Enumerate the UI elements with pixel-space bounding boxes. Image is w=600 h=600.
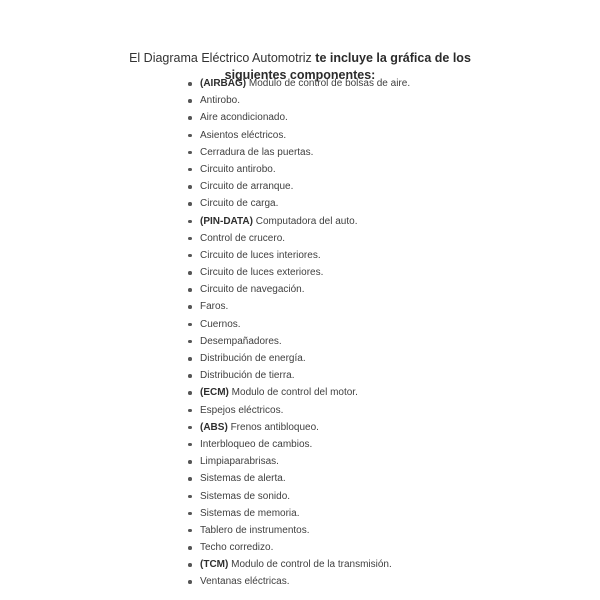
intro-bold-text: te incluye la gráfica de los siguientes componentes: — [224, 50, 471, 82]
component-name: Cerradura de las puertas. — [200, 146, 314, 158]
list-item — [172, 316, 410, 333]
component-name: Ventanas eléctricas. — [200, 576, 290, 588]
component-name: Sistemas de alerta. — [200, 473, 286, 485]
bullet-icon — [188, 409, 192, 413]
component-name: Modulo de control de la transmisión. — [231, 559, 392, 571]
list-item — [172, 281, 410, 298]
list-item — [172, 230, 410, 247]
bullet-icon — [188, 357, 192, 361]
bullet-icon — [188, 288, 192, 292]
bullet-icon — [188, 254, 192, 258]
list-item — [172, 264, 410, 281]
component-name: Sistemas de sonido. — [200, 490, 291, 502]
component-name: Circuito de arranque. — [200, 181, 294, 193]
list-item — [172, 436, 410, 453]
bullet-icon — [188, 443, 192, 447]
component-name: Distribución de energía. — [200, 353, 306, 364]
component-name: Modulo de control de bolsas de aire. — [248, 78, 411, 89]
component-name: Control de crucero. — [200, 232, 286, 244]
list-item — [172, 488, 410, 505]
list-item — [172, 505, 410, 522]
list-item — [172, 161, 410, 178]
list-item — [172, 333, 410, 350]
component-name: Antirobo. — [200, 95, 241, 107]
component-name: Aire acondicionado. — [200, 112, 288, 124]
bullet-icon — [188, 580, 192, 584]
components-list — [172, 75, 410, 591]
bullet-icon — [188, 99, 192, 103]
bullet-icon — [188, 529, 192, 533]
bullet-icon — [188, 546, 192, 550]
component-code: (ABS) — [200, 421, 228, 433]
bullet-icon — [188, 477, 192, 481]
component-name: Frenos antibloqueo. — [230, 421, 319, 433]
bullet-icon — [188, 460, 192, 464]
component-name: Distribución de tierra. — [200, 370, 295, 382]
list-item — [172, 453, 410, 470]
list-item — [172, 109, 410, 126]
bullet-icon — [188, 305, 192, 309]
list-item — [172, 419, 410, 436]
component-code: (AIRBAG) — [200, 78, 247, 89]
list-item — [172, 402, 410, 419]
component-name: Interbloqueo de cambios. — [200, 438, 313, 450]
list-item — [172, 127, 410, 144]
bullet-icon — [188, 426, 192, 430]
component-name: Cuernos. — [200, 318, 241, 330]
bullet-icon — [188, 220, 192, 224]
list-item — [172, 178, 410, 195]
list-item — [172, 522, 410, 539]
component-code: (ECM) — [200, 387, 229, 399]
bullet-icon — [188, 340, 192, 344]
bullet-icon — [188, 323, 192, 327]
component-name: Espejos eléctricos. — [200, 404, 284, 416]
component-name: Circuito antirobo. — [200, 163, 276, 175]
component-name: Computadora del auto. — [255, 215, 358, 227]
component-name: Desempañadores. — [200, 335, 282, 347]
component-name: Circuito de carga. — [200, 198, 279, 210]
component-name: Limpiaparabrisas. — [200, 456, 279, 468]
component-name: Circuito de navegación. — [200, 284, 305, 296]
list-item — [172, 556, 410, 573]
bullet-icon — [188, 202, 192, 206]
list-item — [172, 573, 410, 590]
list-item — [172, 539, 410, 556]
list-item — [172, 92, 410, 109]
bullet-icon — [188, 168, 192, 172]
component-code: (PIN-DATA) — [200, 215, 253, 227]
list-item — [172, 470, 410, 487]
component-name: Sistemas de memoria. — [200, 507, 300, 519]
component-name: Circuito de luces interiores. — [200, 249, 321, 261]
bullet-icon — [188, 563, 192, 567]
component-name: Asientos eléctricos. — [200, 129, 287, 141]
list-item — [172, 298, 410, 315]
bullet-icon — [188, 495, 192, 499]
intro-text: El Diagrama Eléctrico Automotriz — [129, 50, 316, 65]
bullet-icon — [188, 151, 192, 155]
list-item — [172, 75, 410, 92]
list-item — [172, 247, 410, 264]
component-name: Modulo de control del motor. — [231, 387, 358, 399]
list-item — [172, 384, 410, 401]
list-item — [172, 367, 410, 384]
bullet-icon — [188, 512, 192, 516]
list-item — [172, 213, 410, 230]
component-name: Circuito de luces exteriores. — [200, 267, 324, 279]
bullet-icon — [188, 82, 192, 86]
component-name: Techo corredizo. — [200, 542, 274, 554]
component-name: Tablero de instrumentos. — [200, 524, 310, 536]
component-code: (TCM) — [200, 559, 229, 571]
bullet-icon — [188, 391, 192, 395]
component-name: Faros. — [200, 301, 229, 313]
bullet-icon — [188, 185, 192, 189]
list-item — [172, 195, 410, 212]
bullet-icon — [188, 116, 192, 120]
bullet-icon — [188, 374, 192, 378]
bullet-icon — [188, 271, 192, 275]
list-item — [172, 350, 410, 367]
bullet-icon — [188, 237, 192, 241]
list-item — [172, 144, 410, 161]
bullet-icon — [188, 134, 192, 138]
